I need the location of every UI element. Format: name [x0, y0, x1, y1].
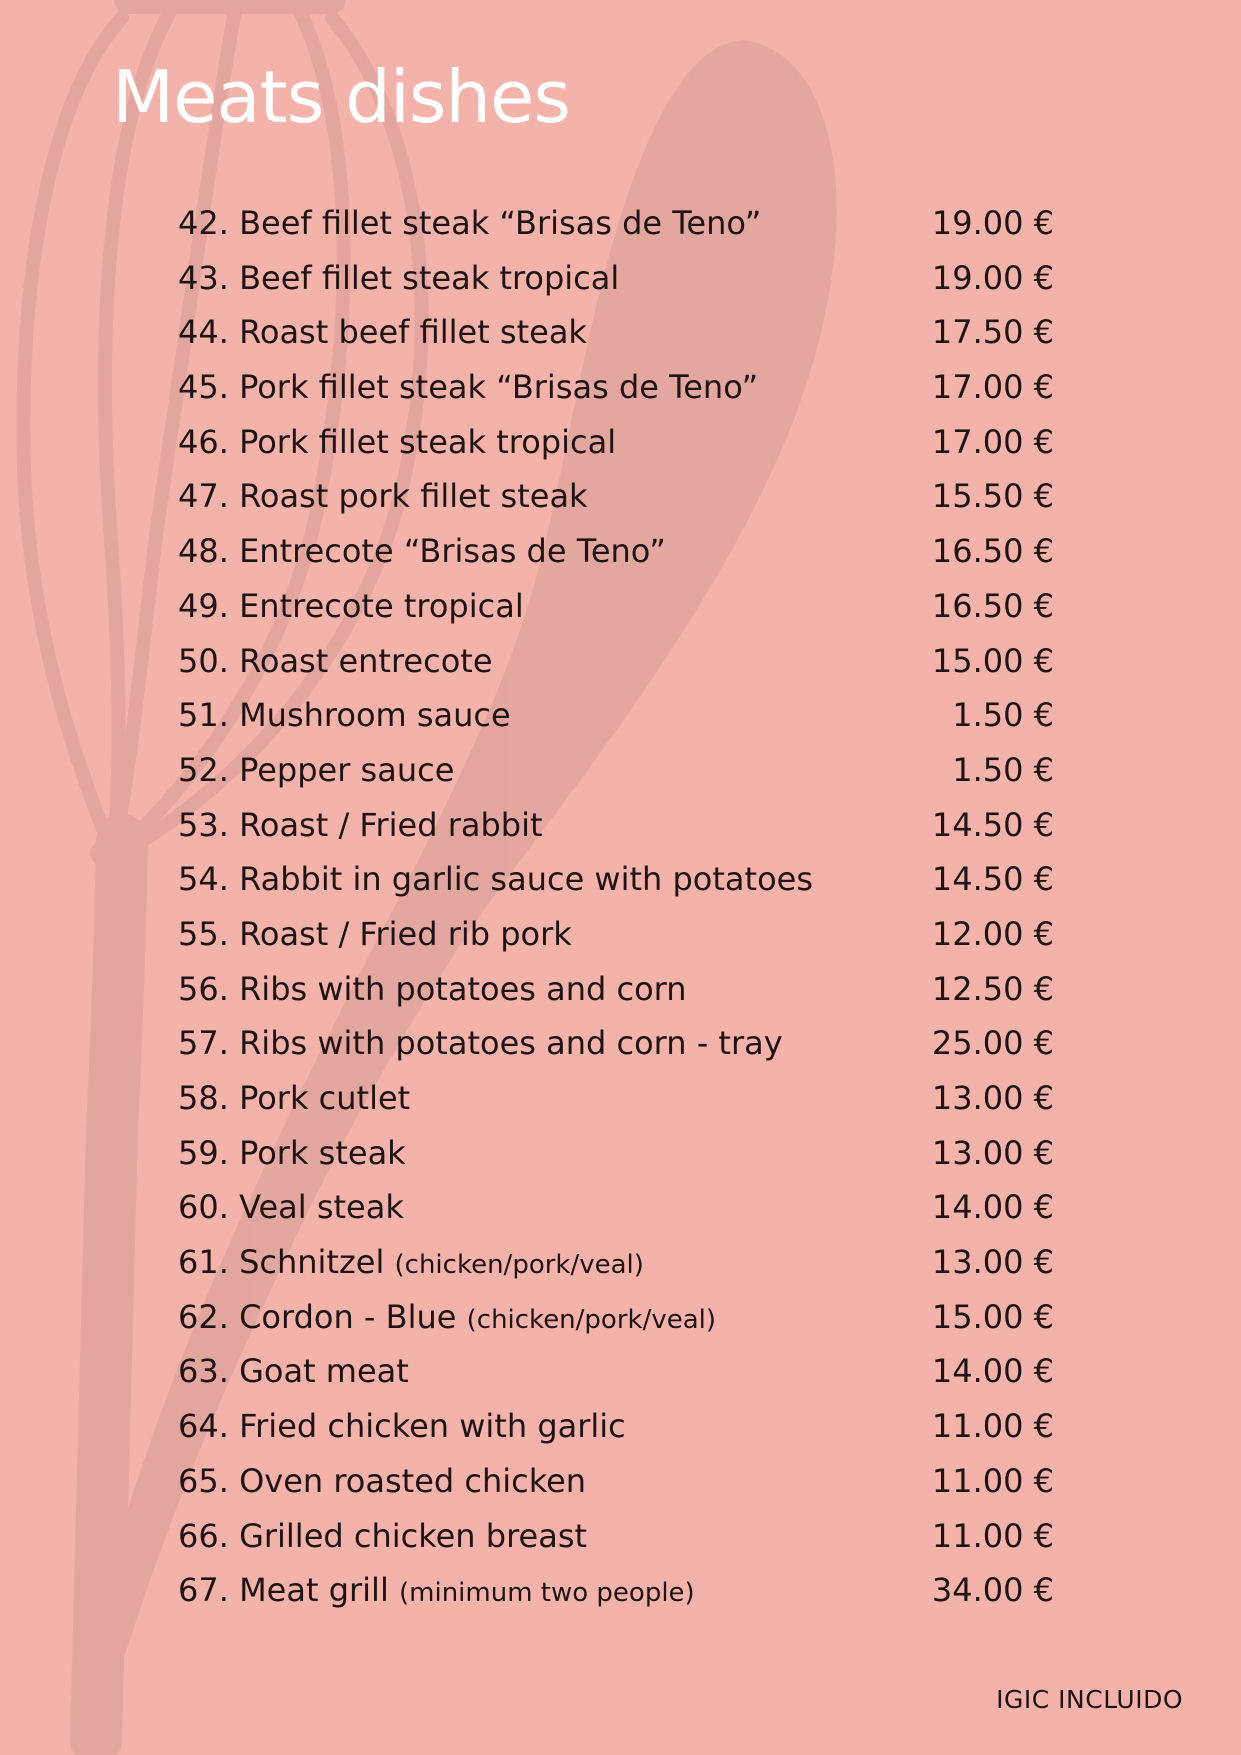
- menu-item-name: [178, 305, 587, 360]
- menu-item-price: 16.50 €: [931, 532, 1054, 571]
- menu-item-note: (minimum two people): [399, 1578, 695, 1609]
- menu-item-price: 19.00 €: [931, 258, 1054, 297]
- menu-item-title: 48. Entrecote “Brisas de Teno”: [178, 532, 666, 571]
- menu-item-name: [178, 469, 588, 524]
- menu-item-name: [178, 634, 493, 689]
- menu-item-price: 19.00 €: [931, 204, 1054, 242]
- menu-item: [178, 524, 1054, 579]
- menu-item-price: 34.00 €: [931, 1571, 1054, 1610]
- menu-item-name: [178, 1509, 587, 1564]
- menu-item-price: 12.50 €: [931, 969, 1054, 1008]
- menu-item-title: 60. Veal steak: [178, 1188, 404, 1227]
- menu-item-note: (chicken/pork/veal): [466, 1304, 717, 1335]
- menu-item-price: 13.00 €: [931, 1243, 1054, 1282]
- menu-item-price: 1.50 €: [952, 750, 1054, 789]
- menu-item: [178, 1071, 1054, 1126]
- menu-item-price: 14.50 €: [931, 860, 1054, 899]
- menu-item: [178, 634, 1054, 689]
- menu-item-title: 63. Goat meat: [178, 1352, 409, 1391]
- menu-item-title: 46. Pork fillet steak tropical: [178, 422, 617, 461]
- menu-item-name: [178, 251, 619, 306]
- menu-item-title: 55. Roast / Fried rib pork: [178, 914, 572, 953]
- menu-item-name: [178, 1344, 409, 1399]
- menu-item: [178, 579, 1054, 634]
- menu-item-name: [178, 415, 616, 470]
- menu-item-price: 14.00 €: [931, 1352, 1054, 1391]
- menu-item: [178, 1509, 1054, 1564]
- menu-item: [178, 743, 1054, 798]
- menu-item-title: 45. Pork fillet steak “Brisas de Teno”: [178, 368, 759, 407]
- menu-item-price: 25.00 €: [931, 1024, 1054, 1063]
- menu-item-title: 66. Grilled chicken breast: [178, 1516, 588, 1555]
- menu-item-title: 61. Schnitzel: [178, 1243, 385, 1282]
- menu-item-price: 17.00 €: [931, 368, 1054, 407]
- menu-item-title: 64. Fried chicken with garlic: [178, 1407, 626, 1446]
- menu-item: [178, 1399, 1054, 1454]
- menu-item-price: 1.50 €: [952, 696, 1054, 735]
- menu-item-name: [178, 962, 687, 1017]
- menu-item-name: [178, 688, 511, 743]
- menu-item-name: [178, 1180, 404, 1235]
- menu-item: [178, 251, 1054, 306]
- menu-item-title: 43. Beef fillet steak tropical: [178, 258, 620, 297]
- menu-item-title: 54. Rabbit in garlic sauce with potatoes: [178, 860, 814, 899]
- menu-item-title: 52. Pepper sauce: [178, 750, 455, 789]
- menu-item: [178, 1454, 1054, 1509]
- menu-item-name: [178, 1126, 406, 1181]
- menu-item-price: 17.00 €: [931, 422, 1054, 461]
- menu-item-title: 50. Roast entrecote: [178, 641, 493, 680]
- menu-item: [178, 1016, 1054, 1071]
- menu-item: [178, 196, 1054, 251]
- menu-item-price: 12.00 €: [931, 914, 1054, 953]
- tax-included-note: IGIC INCLUIDO: [996, 1685, 1183, 1714]
- menu-item-title: 42. Beef fillet steak “Brisas de Teno”: [178, 204, 762, 242]
- menu-item-price: 11.00 €: [931, 1407, 1054, 1446]
- menu-item-name: [178, 524, 666, 579]
- menu-item-name: [178, 907, 572, 962]
- menu-item-title: 44. Roast beef fillet steak: [178, 313, 587, 352]
- menu-item-title: 56. Ribs with potatoes and corn: [178, 969, 687, 1008]
- menu-item-name: [178, 579, 524, 634]
- menu-item-price: 14.00 €: [931, 1188, 1054, 1227]
- menu-item-title: 51. Mushroom sauce: [178, 696, 511, 735]
- menu-item-name: [178, 1563, 695, 1621]
- menu-item-name: [178, 1399, 626, 1454]
- menu-item-price: 16.50 €: [931, 586, 1054, 625]
- menu-item: [178, 852, 1054, 907]
- menu-item: [178, 1563, 1054, 1618]
- menu-item-price: 15.00 €: [931, 641, 1054, 680]
- menu-item-name: [178, 1290, 716, 1348]
- menu-item-price: 13.00 €: [931, 1133, 1054, 1172]
- menu-item-name: [178, 852, 813, 907]
- menu-item: [178, 1180, 1054, 1235]
- menu-item-title: 58. Pork cutlet: [178, 1079, 411, 1117]
- menu-item-price: 13.00 €: [931, 1079, 1054, 1117]
- menu-item: [178, 798, 1054, 853]
- menu-item-title: 59. Pork steak: [178, 1133, 406, 1172]
- menu-item-price: 15.50 €: [931, 477, 1054, 516]
- menu-item-title: 62. Cordon - Blue: [178, 1297, 457, 1336]
- menu-item: [178, 469, 1054, 524]
- menu-item: [178, 962, 1054, 1017]
- menu-item: [178, 1126, 1054, 1181]
- menu-item: [178, 907, 1054, 962]
- menu-item: [178, 360, 1054, 415]
- menu-item-price: 11.00 €: [931, 1516, 1054, 1555]
- page-title: Meats dishes: [112, 55, 570, 139]
- menu-item-title: 53. Roast / Fried rabbit: [178, 805, 543, 844]
- menu-item-title: 65. Oven roasted chicken: [178, 1461, 587, 1500]
- menu-item-name: [178, 1071, 410, 1126]
- menu-item: [178, 1290, 1054, 1345]
- menu-item: [178, 688, 1054, 743]
- menu-item-note: (chicken/pork/veal): [394, 1250, 644, 1281]
- menu-item-price: 15.00 €: [931, 1297, 1054, 1336]
- menu-item-name: [178, 1454, 586, 1509]
- menu-item-title: 49. Entrecote tropical: [178, 586, 524, 625]
- menu-item-title: 57. Ribs with potatoes and corn - tray: [178, 1024, 783, 1063]
- menu-item-price: 11.00 €: [931, 1461, 1054, 1500]
- menu-item-name: [178, 196, 761, 251]
- menu-item: [178, 305, 1054, 360]
- menu-item-title: 47. Roast pork fillet steak: [178, 477, 588, 516]
- menu-item-name: [178, 1016, 783, 1071]
- menu-item-price: 17.50 €: [931, 313, 1054, 352]
- menu-item: [178, 1235, 1054, 1290]
- menu-item-name: [178, 1235, 644, 1293]
- menu-item: [178, 1344, 1054, 1399]
- menu-item-name: [178, 360, 758, 415]
- menu-item-price: 14.50 €: [931, 805, 1054, 844]
- menu-item-name: [178, 798, 543, 853]
- menu-item-name: [178, 743, 454, 798]
- menu-list: [178, 196, 1054, 1618]
- menu-item: [178, 415, 1054, 470]
- menu-item-title: 67. Meat grill: [178, 1571, 389, 1610]
